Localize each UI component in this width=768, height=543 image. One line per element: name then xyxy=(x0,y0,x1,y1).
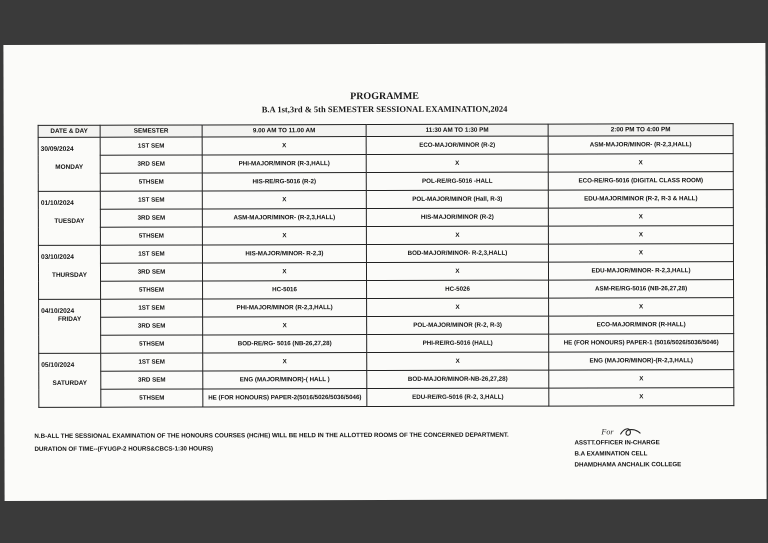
table-row xyxy=(38,244,733,264)
slot-cell: EDU-RE/RG-5016 (R-2, 3,HALL) xyxy=(367,388,549,406)
slot-cell: HIS-MAJOR/MINOR (R-2) xyxy=(366,208,548,226)
semester-cell: 1ST SEM xyxy=(100,245,202,263)
slot-cell: X xyxy=(366,154,548,172)
table-row xyxy=(39,298,734,318)
date-cell xyxy=(39,353,101,407)
column-header-semester: SEMESTER xyxy=(100,125,202,137)
semester-cell: 3RD SEM xyxy=(100,263,202,281)
semester-cell: 3RD SEM xyxy=(100,155,202,173)
day-text: THURSDAY xyxy=(52,271,87,279)
slot-cell: X xyxy=(202,263,366,281)
slot-cell: HIS-MAJOR/MINOR- R-2,3) xyxy=(202,245,366,263)
semester-cell: 3RD SEM xyxy=(101,317,203,335)
slot-cell: ECO-MAJOR/MINOR (R-HALL) xyxy=(549,316,734,334)
slot-cell: X xyxy=(202,137,366,155)
slot-cell: X xyxy=(202,191,366,209)
slot-cell: ENG (MAJOR/MINOR)-(R-2,3,HALL) xyxy=(549,352,734,370)
slot-cell: HE (FOR HONOURS) PAPER-2(5016/5026/5036/5046) xyxy=(203,389,367,407)
slot-cell: ECO-MAJOR/MINOR (R-2) xyxy=(366,136,548,154)
slot-cell: ECO-RE/RG-5016 (DIGITAL CLASS ROOM) xyxy=(548,172,733,190)
document-page xyxy=(3,43,766,501)
table-row xyxy=(39,370,734,390)
slot-cell: X xyxy=(549,388,734,406)
slot-cell: PHI-MAJOR/MINOR (R-3,HALL) xyxy=(202,155,366,173)
slot-cell: ASM-RE/RG-5016 (NB-26,27,28) xyxy=(549,280,734,298)
semester-cell: 1ST SEM xyxy=(101,299,203,317)
semester-cell: 1ST SEM xyxy=(101,353,203,371)
table-row xyxy=(39,388,734,408)
date-cell xyxy=(38,137,100,191)
exam-schedule-table xyxy=(38,123,735,408)
date-cell xyxy=(38,191,100,245)
slot-cell: EDU-MAJOR/MINOR (R-2, R-3 & HALL) xyxy=(548,190,733,208)
slot-cell: HC-5026 xyxy=(367,280,549,298)
day-text: MONDAY xyxy=(55,163,84,171)
slot-cell: X xyxy=(367,352,549,370)
note-text: N.B-ALL THE SESSIONAL EXAMINATION OF THE HONOURS COURSES (HC/HE) WILL BE HELD IN THE ALLOTTED ROOMS OF THE CONCERNED DEPARTMENT. xyxy=(34,431,509,440)
slot-cell: BOD-RE/RG- 5016 (NB-26,27,28) xyxy=(203,335,367,353)
signatory-line: ASSTT.OFFICER IN-CHARGE xyxy=(574,439,660,447)
day-text: SATURDAY xyxy=(52,379,88,387)
column-header-slot-3: 2:00 PM TO 4:00 PM xyxy=(548,124,733,136)
document-title: PROGRAMME xyxy=(350,90,419,103)
slot-cell: X xyxy=(548,226,733,244)
slot-cell: X xyxy=(367,298,549,316)
slot-cell: PHI-RE/RG-5016 (HALL) xyxy=(367,334,549,352)
signatory-line: DHAMDHAMA ANCHALIK COLLEGE xyxy=(574,461,682,469)
column-header-slot-1: 9.00 AM TO 11.00 AM xyxy=(202,125,366,137)
slot-cell: HC-5016 xyxy=(203,281,367,299)
slot-cell: BOD-MAJOR/MINOR- R-2,3,HALL) xyxy=(366,244,548,262)
slot-cell: EDU-MAJOR/MINOR- R-2,3,HALL) xyxy=(548,262,733,280)
slot-cell: POL-MAJOR/MINOR (Hall, R-3) xyxy=(366,190,548,208)
slot-cell: X xyxy=(549,298,734,316)
date-text: 05/10/2024 xyxy=(41,361,75,369)
slot-cell: X xyxy=(366,262,548,280)
semester-cell: 5THSEM xyxy=(101,281,203,299)
slot-cell: HE (FOR HONOURS) PAPER-1 (5016/5026/5036/5046) xyxy=(549,334,734,352)
table-row xyxy=(38,262,733,282)
table-row xyxy=(38,208,733,228)
duration-text: DURATION OF TIME--(FYUGP-2 HOURS&CBCS-1:30 HOURS) xyxy=(34,445,214,453)
day-text: TUESDAY xyxy=(54,217,85,225)
slot-cell: X xyxy=(548,244,733,262)
table-row xyxy=(38,190,733,210)
table-row xyxy=(39,316,734,336)
semester-cell: 5THSEM xyxy=(100,227,202,245)
slot-cell: X xyxy=(548,208,733,226)
date-text: 03/10/2024 xyxy=(40,253,74,261)
table-row xyxy=(38,136,733,156)
semester-cell: 1ST SEM xyxy=(100,137,202,155)
slot-cell: ASM-MAJOR/MINOR- (R-2,3,HALL) xyxy=(548,136,733,154)
slot-cell: ENG (MAJOR/MINOR)-( HALL ) xyxy=(203,371,367,389)
table-row xyxy=(39,280,734,300)
slot-cell: BOD-MAJOR/MINOR-NB-26,27,28) xyxy=(367,370,549,388)
slot-cell: X xyxy=(203,353,367,371)
table-row xyxy=(39,352,734,372)
slot-cell: POL-RE/RG-5016 -HALL xyxy=(366,172,548,190)
date-cell xyxy=(38,245,100,299)
slot-cell: X xyxy=(203,317,367,335)
table-row xyxy=(38,226,733,246)
slot-cell: X xyxy=(202,227,366,245)
slot-cell: X xyxy=(548,154,733,172)
document-subtitle: B.A 1st,3rd & 5th SEMESTER SESSIONAL EXAMINATION,2024 xyxy=(261,103,508,115)
semester-cell: 5THSEM xyxy=(100,173,202,191)
slot-cell: HIS-RE/RG-5016 (R-2) xyxy=(202,173,366,191)
semester-cell: 5THSEM xyxy=(101,389,203,407)
signatory-line: B.A EXAMINATION CELL xyxy=(574,450,648,458)
column-header-date: DATE & DAY xyxy=(38,125,100,137)
footer-notes xyxy=(34,432,508,459)
semester-cell: 5THSEM xyxy=(101,335,203,353)
day-text: FRIDAY xyxy=(58,315,82,323)
date-text: 04/10/2024 xyxy=(41,307,75,315)
table-row xyxy=(38,154,733,174)
table-row xyxy=(39,334,734,354)
slot-cell: X xyxy=(366,226,548,244)
semester-cell: 1ST SEM xyxy=(100,191,202,209)
signatory-block xyxy=(574,431,681,470)
table-row xyxy=(38,172,733,192)
slot-cell: POL-MAJOR/MINOR (R-2, R-3) xyxy=(367,316,549,334)
date-cell xyxy=(39,299,101,353)
semester-cell: 3RD SEM xyxy=(101,371,203,389)
date-text: 01/10/2024 xyxy=(40,199,74,207)
slot-cell: ASM-MAJOR/MINOR- (R-2,3,HALL) xyxy=(202,209,366,227)
slot-cell: X xyxy=(549,370,734,388)
slot-cell: PHI-MAJOR/MINOR (R-2,3,HALL) xyxy=(203,299,367,317)
signature-prefix: For xyxy=(601,427,614,437)
date-text: 30/09/2024 xyxy=(40,145,74,153)
column-header-slot-2: 11:30 AM TO 1:30 PM xyxy=(366,124,548,136)
semester-cell: 3RD SEM xyxy=(100,209,202,227)
